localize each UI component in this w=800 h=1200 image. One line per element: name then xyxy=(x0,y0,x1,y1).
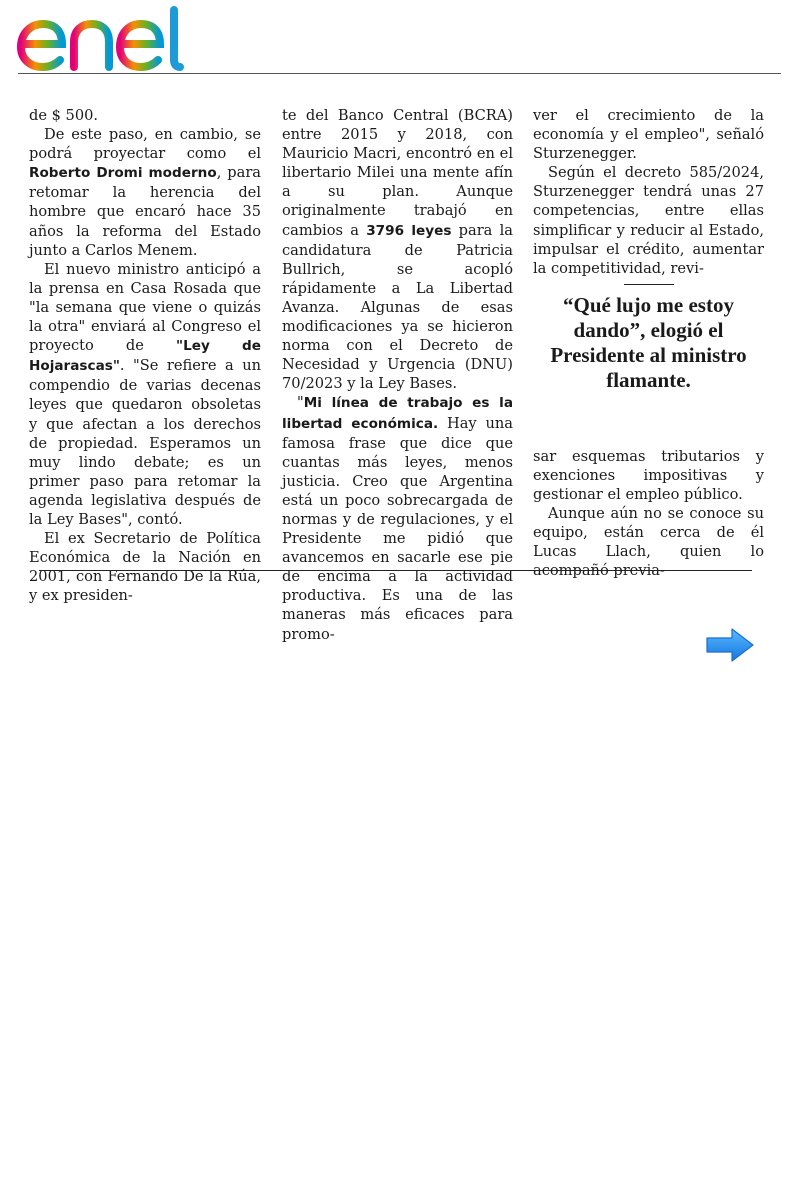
pull-quote-rule xyxy=(624,284,674,285)
paragraph: Aunque aún no se conoce su equipo, están cerca de él Lucas Llach, quien lo acompañó previa- xyxy=(533,505,764,580)
enel-logo xyxy=(14,4,184,72)
bold-highlight: 3796 leyes xyxy=(366,222,452,239)
pull-quote-spacer xyxy=(533,393,764,447)
article-column-2 xyxy=(282,106,513,644)
paragraph: te del Banco Central (BCRA) entre 2015 y 2018, con Mauricio Macri, encontró en el libertario Milei una mente afín a su plan. Aunque originalmente trabajó en cambios a 3796 leyes para la candidatura de Patricia Bullrich, se acopló rápidamente a La Libertad Avanza. Algunas de esas modificaciones ya se hicieron norma con el Decreto de Necesidad y Urgencia (DNU) 70/2023 y la Ley Bases. xyxy=(282,107,513,393)
bold-highlight: "Ley de Hojarascas" xyxy=(29,338,261,375)
paragraph: "Mi línea de trabajo es la libertad económica. Hay una famosa frase que dice que cuantas más leyes, menos justicia. Creo que Argentina está un poco sobrecargada de normas y de regulaciones, y el Presidente me pidió que avancemos en sacarle ese pie de encima a la actividad productiva. Es una de las maneras más eficaces para promo- xyxy=(282,394,513,643)
paragraph: De este paso, en cambio, se podrá proyectar como el Roberto Dromi moderno, para retomar la herencia del hombre que encaró hace 35 años la reforma del Estado junto a Carlos Menem. xyxy=(29,126,262,259)
paragraph: Según el decreto 585/2024, Sturzenegger tendrá unas 27 competencias, entre ellas simplificar y reducir al Estado, impulsar el crédito, aumentar la competitividad, revi- xyxy=(533,164,764,277)
paragraph: El nuevo ministro anticipó a la prensa en Casa Rosada que "la semana que viene o quizás la otra" enviará al Congreso el proyecto de "Ley de Hojarascas". "Se refiere a un compendio de varias decenas leyes que quedaron obsoletas y que afectan a los derechos de propiedad. Esperamos un muy lindo debate; es un primer paso para retomar la agenda legislativa después de la Ley Bases", contó. xyxy=(29,260,261,528)
article-end-divider xyxy=(39,570,752,571)
paragraph: de $ 500. xyxy=(29,107,99,124)
article-column-1 xyxy=(29,106,261,605)
article-column-3 xyxy=(533,106,764,581)
bold-highlight: Roberto Dromi moderno xyxy=(29,165,217,182)
paragraph: sar esquemas tributarios y exenciones impositivas y gestionar el empleo público. xyxy=(533,447,764,504)
header-divider xyxy=(18,73,781,74)
pull-quote: “Qué lujo me estoy dando”, elogió el Presidente al ministro flamante. xyxy=(550,292,747,392)
right-arrow-icon[interactable] xyxy=(704,626,756,664)
bold-highlight: Mi línea de trabajo es la libertad económica. xyxy=(282,395,513,432)
paragraph: El ex Secretario de Política Económica de la Nación en 2001, con Fernando De la Rúa, y ex presiden- xyxy=(29,530,261,605)
paragraph: ver el crecimiento de la economía y el empleo", señaló Sturzenegger. xyxy=(533,107,764,163)
